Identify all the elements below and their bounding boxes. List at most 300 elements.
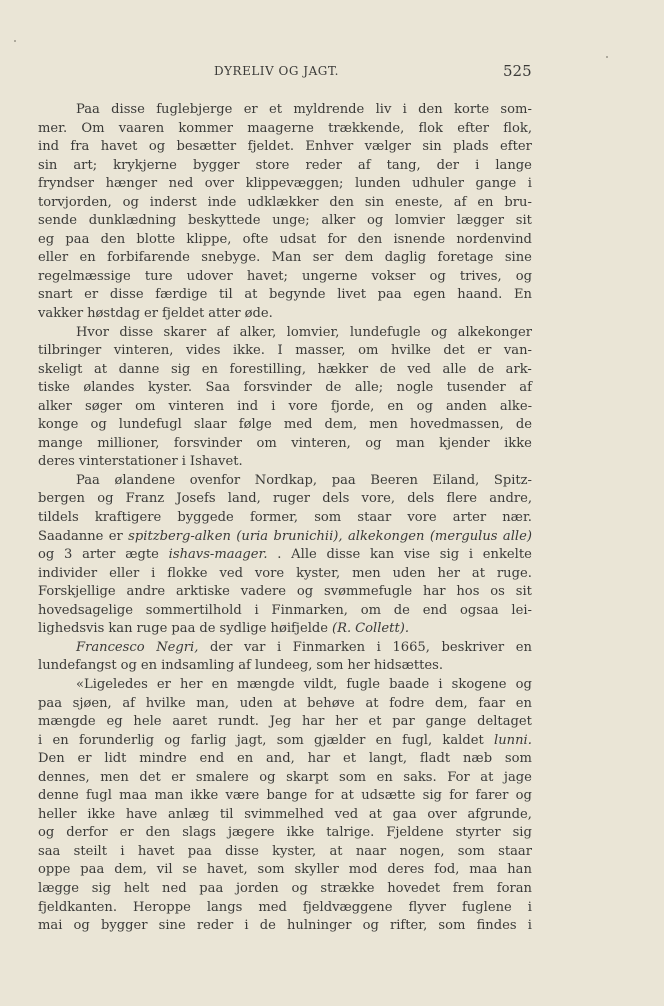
word: saa (38, 843, 61, 859)
word: flyver (408, 899, 447, 915)
word: Jeg (269, 714, 292, 730)
word: begynde (269, 287, 326, 303)
text-line (38, 787, 532, 806)
word: egen (413, 287, 446, 303)
word: langt, (368, 751, 408, 767)
word: at (480, 769, 494, 785)
word: som (339, 769, 367, 785)
word: livet (337, 287, 366, 303)
word: med (283, 417, 313, 433)
word: en (211, 676, 228, 692)
word: i (271, 398, 276, 414)
word: besætter (176, 139, 237, 155)
word: og (296, 584, 314, 600)
word: myldrende (293, 102, 365, 117)
word: dels (407, 491, 435, 507)
word: en (387, 398, 404, 414)
word: mængde (38, 714, 96, 730)
word: flok (418, 120, 443, 136)
word: ved (219, 565, 243, 581)
word: uden (239, 695, 273, 711)
word: ruger (272, 491, 311, 507)
word: paa (65, 231, 90, 247)
word: mange (38, 435, 83, 451)
word: og (120, 658, 137, 674)
word: for (449, 788, 469, 804)
word: gange (475, 176, 517, 192)
word: alke- (499, 398, 532, 414)
text-line (38, 342, 532, 361)
word: kan (108, 621, 133, 637)
word: vildt, (303, 676, 338, 692)
word: fodre (389, 695, 425, 711)
word: er (477, 343, 492, 359)
word: være (225, 788, 260, 804)
word: i (276, 639, 282, 655)
word: en (375, 732, 392, 748)
word: kan (370, 547, 395, 563)
text-line (38, 602, 532, 621)
text-line (38, 676, 532, 695)
word: og (515, 268, 532, 284)
word: deres (38, 454, 75, 470)
word: at (93, 361, 108, 377)
word: svømmefugle (324, 584, 413, 600)
word: fladt (419, 751, 451, 767)
word: det (443, 343, 465, 359)
text-line (38, 101, 532, 120)
word: hulninger (286, 918, 352, 934)
text-line (38, 806, 532, 825)
word: her (347, 658, 370, 674)
word: Fjeldene (386, 825, 444, 841)
word: og (431, 324, 448, 340)
word: alkekonger (457, 324, 532, 340)
word: lange (495, 157, 532, 173)
text-line (38, 138, 532, 157)
word: og (429, 268, 446, 284)
word: hovedet (387, 880, 441, 896)
word: over (204, 176, 235, 192)
word: i (254, 602, 259, 618)
text-line (38, 880, 532, 899)
word: som- (500, 102, 532, 117)
word: eg (106, 714, 123, 730)
word: Collett). (355, 621, 409, 637)
word: i (244, 918, 249, 934)
word: af (216, 324, 230, 340)
word: i (475, 157, 480, 173)
word: paa (171, 621, 196, 637)
word: har (301, 714, 325, 730)
word: maa (119, 788, 148, 804)
word: men (369, 417, 398, 433)
word: ægte (125, 547, 159, 563)
word: og (148, 139, 166, 155)
word: vakker (38, 306, 84, 322)
word: sjøen, (72, 695, 112, 711)
word: en (79, 250, 96, 266)
word: er (84, 287, 99, 303)
text-line (38, 509, 532, 528)
word: derfor (66, 825, 108, 841)
word: behøve (307, 695, 355, 711)
word: vore (288, 398, 318, 414)
word: forunderlig (78, 732, 154, 748)
word: atter (208, 306, 241, 322)
word: og (515, 788, 532, 804)
word: og (365, 435, 382, 451)
word: Om (81, 120, 105, 136)
text-line (38, 120, 532, 139)
word: flok, (503, 120, 532, 136)
word: den (329, 194, 354, 210)
word: forsvinder (243, 380, 312, 396)
word: her (180, 676, 203, 692)
word: er (119, 825, 134, 841)
page-header (0, 64, 664, 84)
word: kyster. (148, 380, 193, 396)
word: de (325, 380, 342, 396)
word: strække (320, 880, 375, 896)
word: lundefangst (38, 658, 117, 674)
word: en (515, 639, 532, 655)
word: fra (70, 139, 90, 155)
word: alker (321, 213, 356, 229)
word: af (453, 194, 467, 210)
word: Franz (125, 491, 165, 507)
word: efter (457, 120, 490, 136)
text-line (38, 435, 532, 454)
word: bange (266, 788, 308, 804)
word: unge; (272, 213, 310, 229)
word: nordenvind (456, 231, 532, 247)
word: korte (454, 102, 490, 117)
word: er (171, 769, 186, 785)
word: saks. (403, 769, 437, 785)
word: deres (387, 862, 425, 878)
word: lomvier (394, 213, 446, 229)
word: de (393, 602, 410, 618)
word: gjælder (314, 732, 366, 748)
word: mod (348, 862, 378, 878)
word: and, (266, 751, 295, 767)
word: i (181, 454, 186, 470)
word: men (352, 565, 381, 581)
word: langs (206, 899, 243, 915)
text-line (38, 824, 532, 843)
word: bygger (100, 918, 148, 934)
word: daglig (384, 250, 427, 266)
word: danne (118, 361, 160, 377)
word: man (154, 788, 184, 804)
word: de (515, 417, 532, 433)
word: at (368, 806, 382, 822)
text-line (38, 416, 532, 435)
word: med (258, 899, 287, 915)
word: ture (144, 268, 173, 284)
word: hele (133, 714, 162, 730)
text-line (38, 175, 532, 194)
word: rifter, (389, 918, 428, 934)
word: jage (503, 769, 532, 785)
word: om (256, 435, 277, 451)
word: ovenfor (189, 472, 241, 488)
word: Alle (291, 547, 317, 563)
word: og (90, 417, 107, 433)
text-line (38, 546, 532, 565)
word: nogle (396, 380, 434, 396)
text-line (38, 732, 532, 751)
word: og (164, 732, 181, 748)
text-line (38, 286, 532, 305)
word: Enhver (305, 139, 354, 155)
word: ned (162, 880, 187, 896)
word: slaar (193, 417, 227, 433)
text-line (38, 472, 532, 491)
word: som (276, 732, 304, 748)
word: ogsaa (460, 602, 499, 618)
word: i (527, 918, 532, 934)
text-line (38, 899, 532, 918)
word: Nordkap, (254, 472, 318, 488)
text-line (38, 194, 532, 213)
text-line (38, 398, 532, 417)
word: Den (38, 751, 65, 767)
word: sig (512, 825, 532, 841)
word: nogen, (399, 843, 445, 859)
word: isnende (393, 231, 446, 247)
word: Josefs (176, 491, 216, 507)
word: og (362, 918, 379, 934)
word: 3 (64, 547, 73, 563)
word: vore, (361, 491, 395, 507)
word: ved (407, 361, 431, 377)
word: ølandene (114, 472, 176, 488)
text-line (38, 695, 532, 714)
word: fugle (346, 676, 380, 692)
word: trækkende, (328, 120, 405, 136)
word: tang, (386, 157, 421, 173)
word: sit (515, 584, 532, 600)
word: ned (168, 176, 194, 192)
word: ind (38, 139, 60, 155)
word: naar (355, 843, 387, 859)
word: mer. (38, 120, 68, 136)
text-line (38, 713, 532, 732)
word: sig (170, 361, 191, 377)
word: findes (476, 918, 517, 934)
word: ikke. (232, 343, 265, 359)
word: paa (38, 695, 62, 711)
word: alker, (239, 324, 277, 340)
word: og (97, 491, 114, 507)
word: og (259, 769, 276, 785)
word: eller (109, 565, 140, 581)
word: som (504, 751, 532, 767)
word: anden (445, 398, 487, 414)
word: i (527, 899, 532, 915)
body-text (38, 101, 532, 936)
word: de (477, 361, 495, 377)
text-line (38, 305, 532, 324)
word: disse (109, 287, 144, 303)
text-line (38, 528, 532, 547)
word: mængde (236, 676, 295, 692)
word: en (140, 658, 158, 674)
word: sig (91, 880, 111, 896)
text-line (38, 565, 532, 584)
word: sig (439, 547, 460, 563)
word: helt (123, 880, 150, 896)
word: uden (392, 565, 426, 581)
word: det (139, 769, 161, 785)
word: former, (249, 510, 299, 526)
word: Spitz- (493, 472, 532, 488)
word: for (314, 788, 334, 804)
word: man (395, 435, 425, 451)
paper-speck (606, 56, 608, 58)
word: i (376, 639, 381, 655)
word: udklækker (247, 194, 319, 210)
text-line (38, 157, 532, 176)
word: af (519, 380, 532, 396)
word: ikke (286, 825, 315, 841)
word: lomvier, (286, 324, 340, 340)
word: individer (38, 565, 98, 581)
word: Hvor (76, 324, 109, 340)
text-line (38, 361, 532, 380)
word: forbifarende (107, 250, 190, 266)
word: ind (237, 398, 259, 414)
word: sin (364, 194, 385, 210)
word: maagerne (247, 120, 314, 136)
word: disse (119, 324, 154, 340)
word: kaldet (442, 732, 484, 748)
word: mindre (139, 751, 187, 767)
word: der (436, 157, 460, 173)
word: paa (187, 843, 212, 859)
word: udsætte (361, 788, 416, 804)
word: En (513, 287, 532, 303)
word: eg (38, 231, 55, 247)
word: (mergulus (429, 528, 498, 544)
word: Francesco (76, 639, 145, 655)
word: hænger (105, 176, 158, 192)
word: sit (515, 213, 532, 229)
word: trives, (459, 268, 502, 284)
word: ser (312, 250, 334, 266)
word: frem (452, 880, 485, 896)
word: hidsættes. (373, 658, 444, 674)
word: klippe, (186, 231, 232, 247)
word: Saadanne (38, 528, 104, 544)
word: og (38, 547, 55, 563)
word: han (507, 862, 532, 878)
word: i (468, 547, 474, 563)
word: vinteren, (291, 435, 351, 451)
word: mai (38, 918, 63, 934)
word: Finmarken (292, 639, 366, 655)
word: de (379, 361, 396, 377)
word: der (209, 639, 233, 655)
word: til (219, 287, 233, 303)
word: Eiland, (432, 472, 480, 488)
word: bru- (504, 194, 532, 210)
word: om (358, 343, 379, 359)
word: beskyttede (187, 213, 261, 229)
word: de (199, 621, 216, 637)
word: er (156, 676, 171, 692)
word: havet; (246, 268, 288, 284)
word: van- (503, 343, 532, 359)
word: reder (196, 918, 234, 934)
word: krykjerne (113, 157, 177, 173)
word: fuglebjerge (156, 102, 233, 117)
word: ikke (87, 806, 116, 822)
text-line (38, 843, 532, 862)
word: vides (186, 343, 221, 359)
word: fryndser (38, 176, 95, 192)
word: vokser (371, 268, 416, 284)
word: her (437, 565, 460, 581)
word: er (77, 751, 92, 767)
word: i (402, 102, 407, 117)
word: sin (422, 139, 442, 155)
word: og (38, 825, 55, 841)
word: i (438, 676, 443, 692)
word: paa (80, 862, 105, 878)
word: smalere (195, 769, 249, 785)
word: er (108, 528, 123, 544)
word: tiske (38, 380, 70, 396)
word: foran (496, 880, 532, 896)
word: vise (403, 547, 431, 563)
word: dem (344, 250, 374, 266)
word: udhuler (412, 176, 464, 192)
word: baade (389, 676, 430, 692)
word: fugl, (402, 732, 433, 748)
word: gange (425, 714, 467, 730)
word: og (515, 676, 532, 692)
word: færdige (155, 287, 208, 303)
word: dem, (114, 862, 147, 878)
word: lundefugle (349, 324, 421, 340)
word: lægge (38, 880, 80, 896)
text-line (38, 379, 532, 398)
word: fjeldet. (247, 139, 294, 155)
text-line (38, 249, 532, 268)
word: alle; (354, 380, 384, 396)
word: arktiske (176, 584, 230, 600)
word: haand. (457, 287, 503, 303)
word: art; (73, 157, 98, 173)
word: paa (331, 472, 356, 488)
word: faar (478, 695, 506, 711)
word: som (438, 918, 466, 934)
word: farer (475, 788, 509, 804)
word: af (122, 695, 136, 711)
word: svimmelhed (244, 806, 324, 822)
word: staar (357, 510, 392, 526)
word: ishavs-maager. (168, 547, 268, 563)
word: en (515, 695, 532, 711)
word: jægere (228, 825, 275, 841)
text-line (38, 490, 532, 509)
word: som (314, 510, 342, 526)
word: regelmæssige (38, 268, 131, 284)
word: staar (498, 843, 532, 859)
